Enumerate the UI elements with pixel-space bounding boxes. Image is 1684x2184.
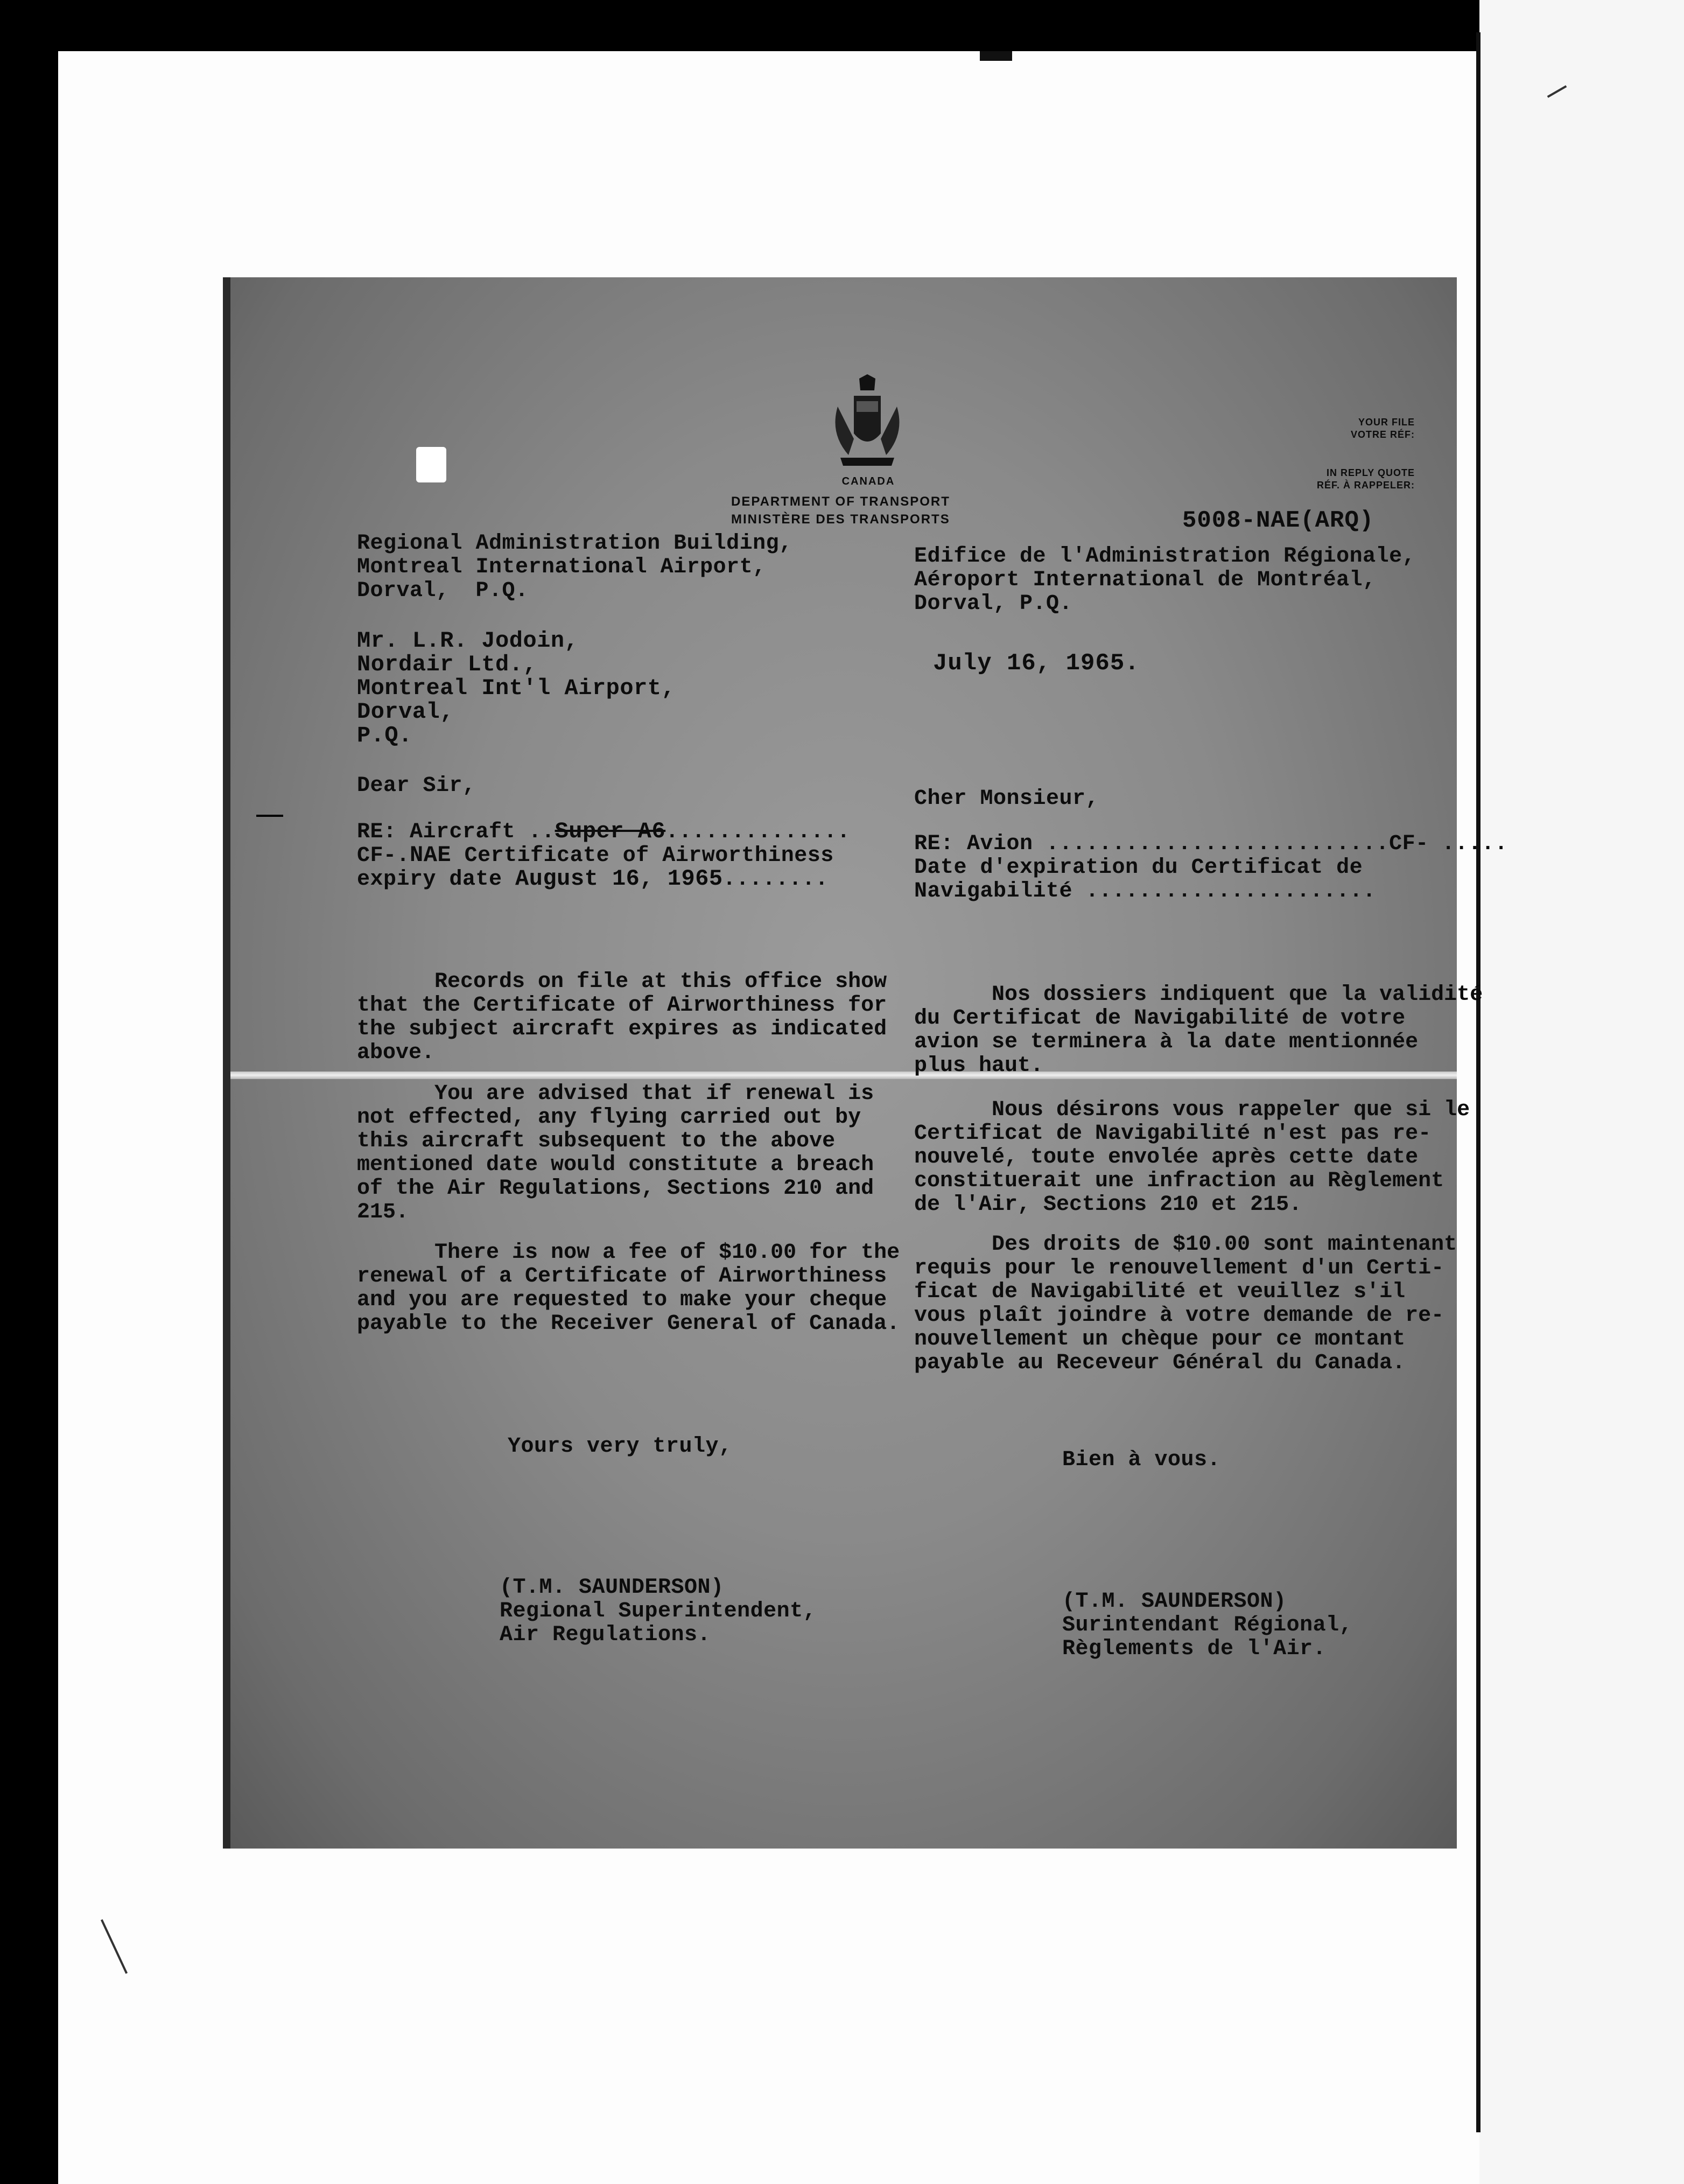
address-en-line-1: Regional Administration Building, (357, 531, 792, 556)
letter-page (223, 277, 1508, 1849)
your-file-label-en: YOUR FILE (1358, 417, 1415, 428)
re-aircraft-value: Super A6 (555, 818, 666, 844)
recipient-line-2: Nordair Ltd., (357, 652, 537, 677)
body-fr-paragraph-2: Nous désirons vous rappeler que si le Certificat de Navigabilité n'est pas re- nouvelé, toute envolée après cette date constituerait une infraction au Règlement de l'Air, Sections 210 et 215. (914, 1098, 1470, 1217)
address-en-line-3: Dorval, P.Q. (357, 579, 529, 603)
re-fr-line-1: RE: Avion ..........................CF- ..... (914, 832, 1508, 856)
signature-fr-dept: Règlements de l'Air. (1062, 1637, 1327, 1661)
signature-en-title: Regional Superintendent, (500, 1599, 817, 1623)
dept-name-en: DEPARTMENT OF TRANSPORT (731, 494, 950, 509)
re-fr-line-3: Navigabilité ...................... (914, 879, 1376, 904)
signature-en-name: (T.M. SAUNDERSON) (500, 1576, 724, 1600)
canada-coat-of-arms-icon (827, 374, 908, 471)
address-fr-line-1: Edifice de l'Administration Régionale, (914, 544, 1416, 569)
salutation-en: Dear Sir, (357, 774, 476, 798)
recipient-line-4: Dorval, (357, 699, 454, 725)
re-aircraft-dots: .............. (665, 820, 851, 844)
re-registration-text: Certificate of Airworthiness (451, 844, 834, 868)
your-file-label-fr: VOTRE RÉF: (1350, 429, 1415, 440)
recipient-line-5: P.Q. (357, 723, 412, 748)
re-expiry-label: expiry date (357, 867, 516, 892)
re-expiry-line (357, 867, 829, 892)
mount-edge-line (1476, 32, 1480, 2132)
re-aircraft-line (357, 820, 850, 844)
re-registration-prefix: CF-. (357, 844, 410, 868)
body-en-paragraph-3: There is now a fee of $10.00 for the renewal of a Certificate of Airworthiness and you are requested to make your cheque payable to the Receiver General of Canada. (357, 1241, 900, 1336)
country-label: CANADA (841, 475, 895, 487)
reference-number: 5008-NAE(ARQ) (1182, 507, 1374, 534)
closing-en: Yours very truly, (508, 1434, 732, 1459)
reply-quote-label-fr: RÉF. À RAPPELER: (1316, 480, 1415, 491)
re-aircraft-label: RE: Aircraft .. (357, 820, 555, 844)
re-expiry-value: August 16, 1965 (515, 866, 723, 892)
dept-name-fr: MINISTÈRE DES TRANSPORTS (731, 512, 950, 527)
punch-hole (416, 447, 446, 482)
re-expiry-dots: ........ (722, 867, 829, 892)
address-fr-line-3: Dorval, P.Q. (914, 592, 1073, 616)
salutation-fr: Cher Monsieur, (914, 787, 1099, 811)
reply-quote-label-en: IN REPLY QUOTE (1326, 467, 1415, 478)
body-fr-paragraph-3: Des droits de $10.00 sont maintenant requis pour le renouvellement d'un Certi- ficat de Navigabilité et veuillez s'il vous plaît joindre à votre demande de re- nouvellement un chèque pour ce montant payable au Receveur Général du Canada. (914, 1233, 1457, 1375)
signature-en-dept: Air Regulations. (500, 1623, 711, 1647)
re-fr-line-2: Date d'expiration du Certificat de (914, 856, 1363, 880)
margin-dash-mark (256, 815, 283, 817)
body-en-paragraph-1: Records on file at this office show that the Certificate of Airworthiness for the subject aircraft expires as indicated above. (357, 970, 887, 1065)
mount-right-margin (1479, 0, 1684, 2184)
re-registration-value: NAE (410, 842, 452, 868)
signature-fr-title: Surintendant Régional, (1062, 1613, 1353, 1637)
recipient-line-1: Mr. L.R. Jodoin, (357, 628, 579, 654)
closing-fr: Bien à vous. (1062, 1448, 1221, 1472)
body-en-paragraph-2: You are advised that if renewal is not effected, any flying carried out by this aircraft subsequent to the above mentioned date would constitute a breach of the Air Regulations, Sections 210 and 215. (357, 1082, 874, 1224)
recipient-line-3: Montreal Int'l Airport, (357, 675, 676, 701)
letter-date: July 16, 1965. (933, 650, 1140, 677)
body-fr-paragraph-1: Nos dossiers indiquent que la validité du Certificat de Navigabilité de votre avion se terminera à la date mentionnée plus haut. (914, 983, 1483, 1078)
re-registration-line (357, 843, 834, 868)
address-fr-line-2: Aéroport International de Montréal, (914, 568, 1376, 592)
address-en-line-2: Montreal International Airport, (357, 555, 766, 579)
signature-fr-name: (T.M. SAUNDERSON) (1062, 1590, 1287, 1614)
scan-blot (980, 51, 1012, 61)
